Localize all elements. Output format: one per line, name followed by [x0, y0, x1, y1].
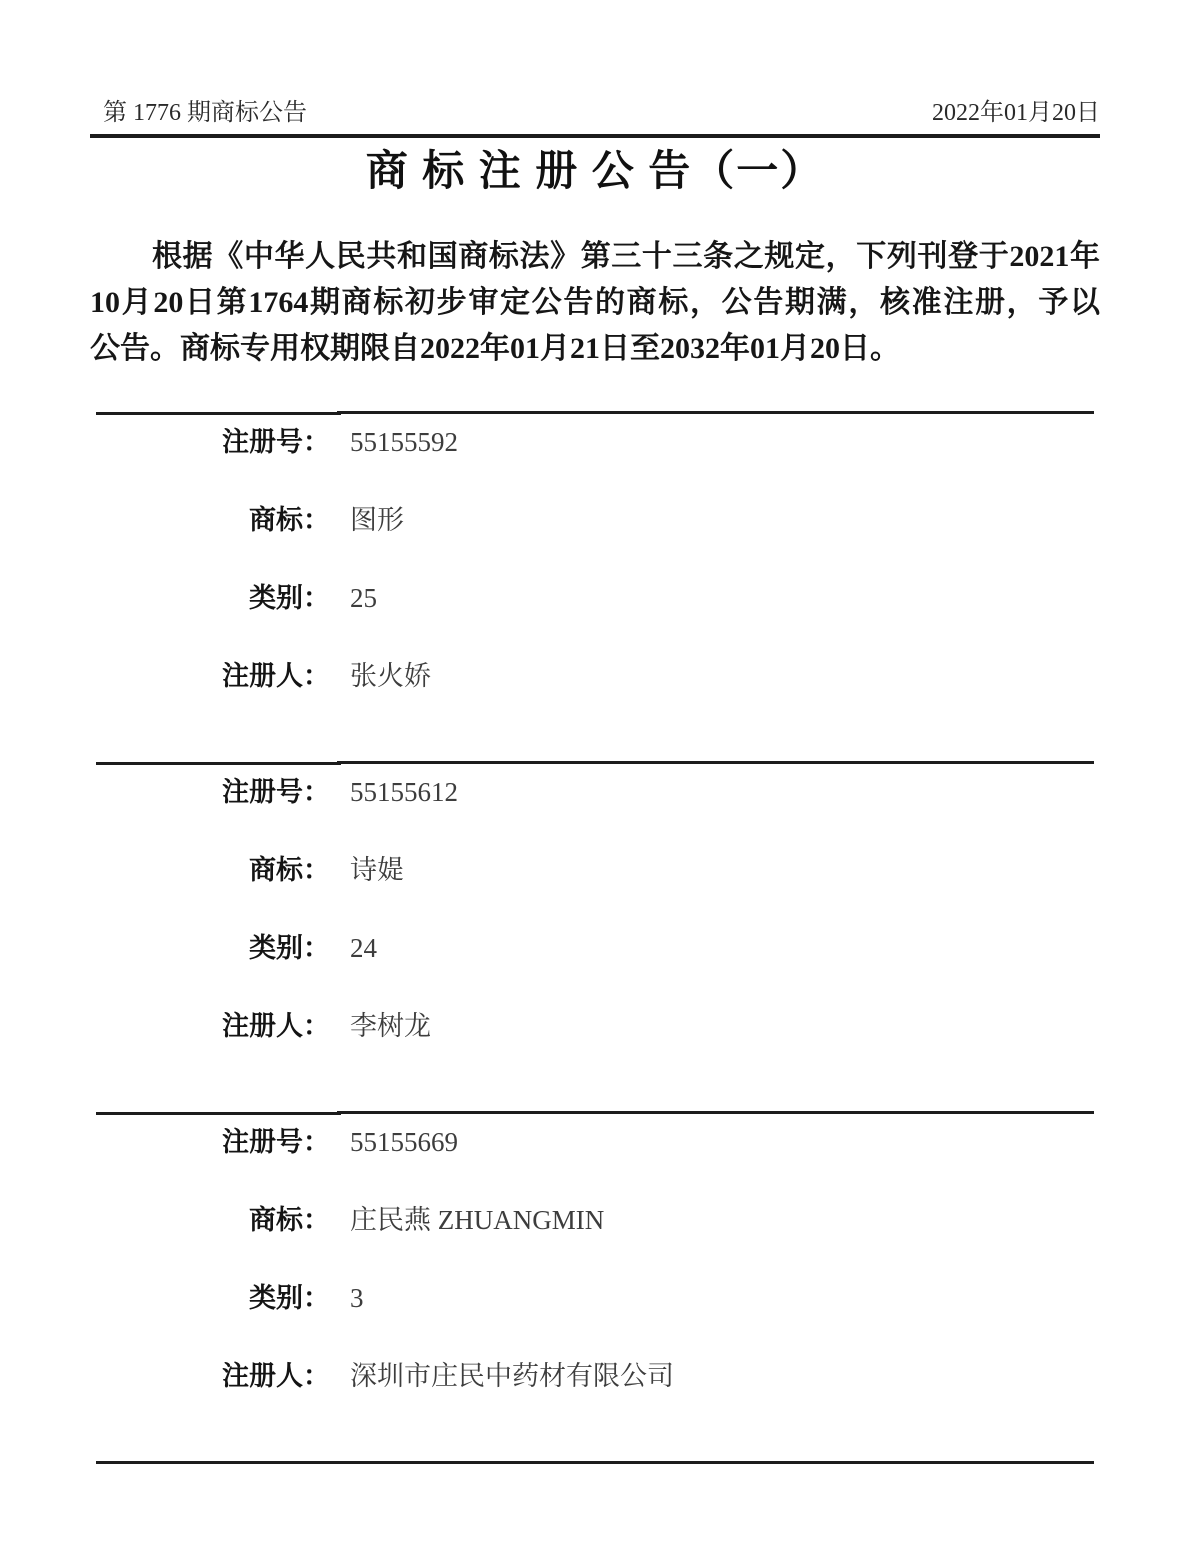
header-rule — [90, 134, 1100, 138]
entry-row — [90, 776, 1100, 808]
registrant-label: 注册人： — [222, 661, 330, 691]
trademark-entry — [90, 1111, 1100, 1461]
intro-line: 根据《中华人民共和国商标法》第三十三条之规定，下列刊登于2021年 — [152, 240, 1100, 273]
entry-row — [90, 426, 1100, 458]
trademark-entries — [90, 411, 1100, 1461]
class-label: 类别： — [249, 933, 330, 963]
class-value: 25 — [350, 583, 377, 613]
mark-label: 商标： — [249, 855, 330, 885]
registrant-value: 深圳市庄民中药材有限公司 — [350, 1361, 674, 1391]
mark-value: 图形 — [350, 505, 404, 535]
entry-row — [90, 1360, 1100, 1392]
page-title: 商 标 注 册 公 告（一） — [365, 149, 825, 195]
mark-value: 诗媞 — [350, 855, 404, 885]
registrant-label: 注册人： — [222, 1011, 330, 1041]
class-value: 3 — [350, 1283, 364, 1313]
entry-row — [90, 1126, 1100, 1158]
class-label: 类别： — [249, 1283, 330, 1313]
reg-no-value: 55155592 — [350, 427, 458, 457]
mark-label: 商标： — [249, 1205, 330, 1235]
entry-row — [90, 660, 1100, 692]
reg-no-value: 55155669 — [350, 1127, 458, 1157]
entry-divider — [96, 761, 1094, 764]
reg-no-value: 55155612 — [350, 777, 458, 807]
entry-divider — [96, 411, 1094, 414]
entry-row — [90, 1204, 1100, 1236]
registrant-label: 注册人： — [222, 1361, 330, 1391]
bottom-rule — [96, 1461, 1094, 1464]
class-label: 类别： — [249, 583, 330, 613]
entry-row — [90, 1282, 1100, 1314]
entry-row — [90, 1010, 1100, 1042]
entry-row — [90, 504, 1100, 536]
reg-no-label: 注册号： — [222, 427, 330, 457]
intro-line: 公告。商标专用权期限自2022年01月21日至2032年01月20日。 — [90, 332, 900, 365]
intro-paragraph — [90, 234, 1100, 372]
mark-value: 庄民燕 ZHUANGMIN — [350, 1205, 605, 1235]
entry-divider — [96, 1111, 1094, 1114]
entry-row — [90, 854, 1100, 886]
entry-row — [90, 932, 1100, 964]
class-value: 24 — [350, 933, 377, 963]
entry-row — [90, 582, 1100, 614]
issue-label: 第 1776 期商标公告 — [103, 100, 307, 126]
registrant-value: 张火娇 — [350, 661, 431, 691]
header-date: 2022年01月20日 — [932, 100, 1100, 126]
intro-line: 10月20日第1764期商标初步审定公告的商标，公告期满，核准注册，予以 — [90, 286, 1100, 319]
reg-no-label: 注册号： — [222, 777, 330, 807]
trademark-entry — [90, 761, 1100, 1111]
trademark-entry — [90, 411, 1100, 761]
mark-label: 商标： — [249, 505, 330, 535]
registrant-value: 李树龙 — [350, 1011, 431, 1041]
reg-no-label: 注册号： — [222, 1127, 330, 1157]
page-header — [90, 0, 1100, 128]
